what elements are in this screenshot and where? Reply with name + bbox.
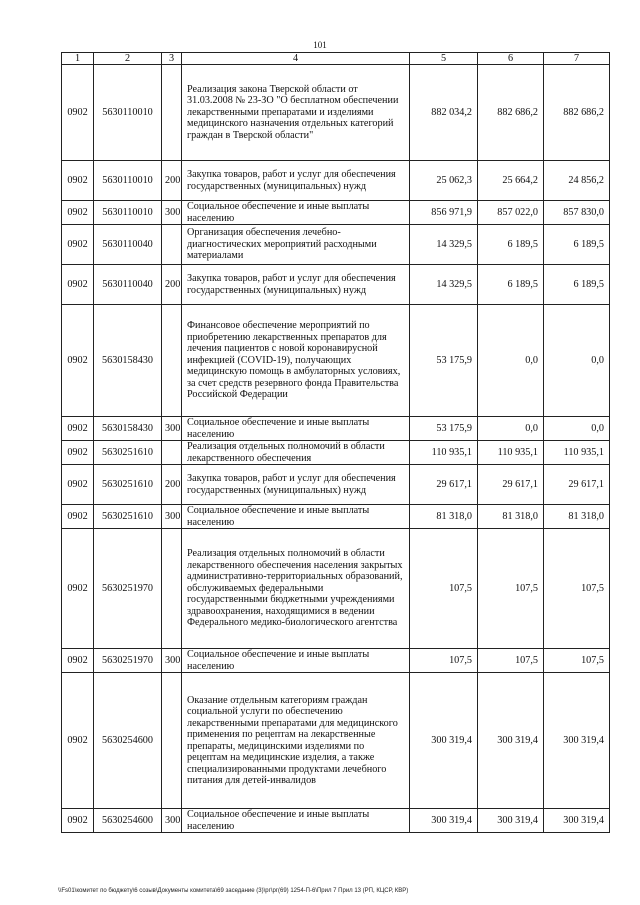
section-code-cell: 0902 bbox=[62, 529, 94, 649]
expense-type-cell: 300 bbox=[162, 201, 182, 225]
description-cell: Закупка товаров, работ и услуг для обеспечения государственных (муниципальных) нужд bbox=[182, 161, 410, 201]
expense-type-cell bbox=[162, 305, 182, 417]
amount-col5-cell: 81 318,0 bbox=[410, 505, 478, 529]
description-cell: Социальное обеспечение и иные выплаты населению bbox=[182, 649, 410, 673]
amount-col5-cell: 25 062,3 bbox=[410, 161, 478, 201]
amount-col7-cell: 110 935,1 bbox=[544, 441, 610, 465]
section-code-cell: 0902 bbox=[62, 161, 94, 201]
table-row bbox=[62, 161, 610, 201]
amount-col6-cell: 882 686,2 bbox=[478, 65, 544, 161]
description-cell: Закупка товаров, работ и услуг для обеспечения государственных (муниципальных) нужд bbox=[182, 465, 410, 505]
header-cell: 3 bbox=[162, 53, 182, 65]
amount-col7-cell: 882 686,2 bbox=[544, 65, 610, 161]
amount-col7-cell: 107,5 bbox=[544, 649, 610, 673]
table-row bbox=[62, 649, 610, 673]
header-cell: 4 bbox=[182, 53, 410, 65]
section-code-cell: 0902 bbox=[62, 809, 94, 833]
target-article-cell: 5630110040 bbox=[94, 225, 162, 265]
table-row bbox=[62, 417, 610, 441]
target-article-cell: 5630158430 bbox=[94, 305, 162, 417]
amount-col7-cell: 24 856,2 bbox=[544, 161, 610, 201]
table-row bbox=[62, 505, 610, 529]
target-article-cell: 5630254600 bbox=[94, 809, 162, 833]
expense-type-cell: 200 bbox=[162, 265, 182, 305]
footer-file-path: \\Fs01\комитет по бюджету\6 созыв\Документы комитета\69 заседание (3)\рг\рг(69) 1254-П-6\Прил 7 Прил 13 (РП, КЦСР, КВР) bbox=[58, 888, 409, 894]
description-cell: Социальное обеспечение и иные выплаты населению bbox=[182, 505, 410, 529]
amount-col6-cell: 6 189,5 bbox=[478, 265, 544, 305]
target-article-cell: 5630110040 bbox=[94, 265, 162, 305]
amount-col6-cell: 107,5 bbox=[478, 529, 544, 649]
amount-col7-cell: 6 189,5 bbox=[544, 225, 610, 265]
description-cell: Реализация отдельных полномочий в области лекарственного обеспечения bbox=[182, 441, 410, 465]
section-code-cell: 0902 bbox=[62, 505, 94, 529]
amount-col6-cell: 0,0 bbox=[478, 417, 544, 441]
header-cell: 1 bbox=[62, 53, 94, 65]
table-row bbox=[62, 529, 610, 649]
target-article-cell: 5630251970 bbox=[94, 649, 162, 673]
section-code-cell: 0902 bbox=[62, 265, 94, 305]
target-article-cell: 5630158430 bbox=[94, 417, 162, 441]
expense-type-cell: 300 bbox=[162, 505, 182, 529]
expense-type-cell: 200 bbox=[162, 161, 182, 201]
table-row bbox=[62, 441, 610, 465]
amount-col6-cell: 0,0 bbox=[478, 305, 544, 417]
amount-col6-cell: 107,5 bbox=[478, 649, 544, 673]
target-article-cell: 5630251610 bbox=[94, 465, 162, 505]
amount-col6-cell: 300 319,4 bbox=[478, 809, 544, 833]
section-code-cell: 0902 bbox=[62, 201, 94, 225]
amount-col7-cell: 107,5 bbox=[544, 529, 610, 649]
target-article-cell: 5630251610 bbox=[94, 441, 162, 465]
amount-col5-cell: 14 329,5 bbox=[410, 265, 478, 305]
amount-col5-cell: 53 175,9 bbox=[410, 417, 478, 441]
description-cell: Закупка товаров, работ и услуг для обеспечения государственных (муниципальных) нужд bbox=[182, 265, 410, 305]
page-number: 101 bbox=[313, 40, 327, 50]
target-article-cell: 5630110010 bbox=[94, 201, 162, 225]
description-cell: Социальное обеспечение и иные выплаты населению bbox=[182, 809, 410, 833]
target-article-cell: 5630110010 bbox=[94, 65, 162, 161]
amount-col7-cell: 0,0 bbox=[544, 305, 610, 417]
header-cell: 7 bbox=[544, 53, 610, 65]
budget-table bbox=[61, 52, 610, 833]
amount-col5-cell: 856 971,9 bbox=[410, 201, 478, 225]
amount-col5-cell: 53 175,9 bbox=[410, 305, 478, 417]
amount-col6-cell: 81 318,0 bbox=[478, 505, 544, 529]
amount-col6-cell: 6 189,5 bbox=[478, 225, 544, 265]
section-code-cell: 0902 bbox=[62, 649, 94, 673]
amount-col6-cell: 25 664,2 bbox=[478, 161, 544, 201]
section-code-cell: 0902 bbox=[62, 417, 94, 441]
expense-type-cell bbox=[162, 65, 182, 161]
amount-col5-cell: 110 935,1 bbox=[410, 441, 478, 465]
target-article-cell: 5630251610 bbox=[94, 505, 162, 529]
amount-col5-cell: 14 329,5 bbox=[410, 225, 478, 265]
table-row bbox=[62, 465, 610, 505]
description-cell: Социальное обеспечение и иные выплаты населению bbox=[182, 201, 410, 225]
expense-type-cell: 300 bbox=[162, 809, 182, 833]
target-article-cell: 5630251970 bbox=[94, 529, 162, 649]
table-row bbox=[62, 265, 610, 305]
target-article-cell: 5630110010 bbox=[94, 161, 162, 201]
amount-col7-cell: 857 830,0 bbox=[544, 201, 610, 225]
amount-col7-cell: 81 318,0 bbox=[544, 505, 610, 529]
table-row bbox=[62, 673, 610, 809]
section-code-cell: 0902 bbox=[62, 225, 94, 265]
expense-type-cell: 200 bbox=[162, 465, 182, 505]
target-article-cell: 5630254600 bbox=[94, 673, 162, 809]
amount-col5-cell: 107,5 bbox=[410, 529, 478, 649]
description-cell: Оказание отдельным категориям граждан социальной услуги по обеспечению лекарственными препаратами для медицинского применения по рецептам на лекарственные препараты, медицинскими изделиями по рецептам на медицинские изделия, а также специализированными продуктами лечебного питания для детей-инвалидов bbox=[182, 673, 410, 809]
section-code-cell: 0902 bbox=[62, 65, 94, 161]
amount-col5-cell: 300 319,4 bbox=[410, 809, 478, 833]
description-cell: Реализация закона Тверской области от 31.03.2008 № 23-ЗО "О бесплатном обеспечении лекарственными препаратами и изделиями медицинского назначения отдельных категорий граждан в Тверской области" bbox=[182, 65, 410, 161]
amount-col5-cell: 107,5 bbox=[410, 649, 478, 673]
table-row bbox=[62, 305, 610, 417]
expense-type-cell bbox=[162, 673, 182, 809]
amount-col6-cell: 857 022,0 bbox=[478, 201, 544, 225]
expense-type-cell bbox=[162, 441, 182, 465]
description-cell: Реализация отдельных полномочий в области лекарственного обеспечения населения закрытых административно-территориальных образований, обслуживаемых федеральными государственными бюджетными учреждениями здравоохранения, находящимися в ведении Федерального медико-биологического агентства bbox=[182, 529, 410, 649]
header-cell: 5 bbox=[410, 53, 478, 65]
amount-col5-cell: 29 617,1 bbox=[410, 465, 478, 505]
expense-type-cell bbox=[162, 529, 182, 649]
table-row bbox=[62, 65, 610, 161]
amount-col5-cell: 882 034,2 bbox=[410, 65, 478, 161]
table-row bbox=[62, 225, 610, 265]
table-row bbox=[62, 201, 610, 225]
description-cell: Социальное обеспечение и иные выплаты населению bbox=[182, 417, 410, 441]
amount-col7-cell: 29 617,1 bbox=[544, 465, 610, 505]
amount-col7-cell: 0,0 bbox=[544, 417, 610, 441]
expense-type-cell: 300 bbox=[162, 649, 182, 673]
amount-col7-cell: 6 189,5 bbox=[544, 265, 610, 305]
description-cell: Финансовое обеспечение мероприятий по приобретению лекарственных препаратов для лечения пациентов с новой коронавирусной инфекцией (COVID-19), получающих медицинскую помощь в амбулаторных условиях, за счет средств резервного фонда Правительства Российской Федерации bbox=[182, 305, 410, 417]
section-code-cell: 0902 bbox=[62, 305, 94, 417]
header-cell: 2 bbox=[94, 53, 162, 65]
amount-col5-cell: 300 319,4 bbox=[410, 673, 478, 809]
table-row bbox=[62, 809, 610, 833]
table-header-row bbox=[62, 53, 610, 65]
amount-col7-cell: 300 319,4 bbox=[544, 673, 610, 809]
amount-col6-cell: 29 617,1 bbox=[478, 465, 544, 505]
amount-col6-cell: 110 935,1 bbox=[478, 441, 544, 465]
section-code-cell: 0902 bbox=[62, 441, 94, 465]
expense-type-cell bbox=[162, 225, 182, 265]
section-code-cell: 0902 bbox=[62, 465, 94, 505]
section-code-cell: 0902 bbox=[62, 673, 94, 809]
header-cell: 6 bbox=[478, 53, 544, 65]
amount-col7-cell: 300 319,4 bbox=[544, 809, 610, 833]
expense-type-cell: 300 bbox=[162, 417, 182, 441]
amount-col6-cell: 300 319,4 bbox=[478, 673, 544, 809]
description-cell: Организация обеспечения лечебно-диагностических мероприятий расходными материалами bbox=[182, 225, 410, 265]
